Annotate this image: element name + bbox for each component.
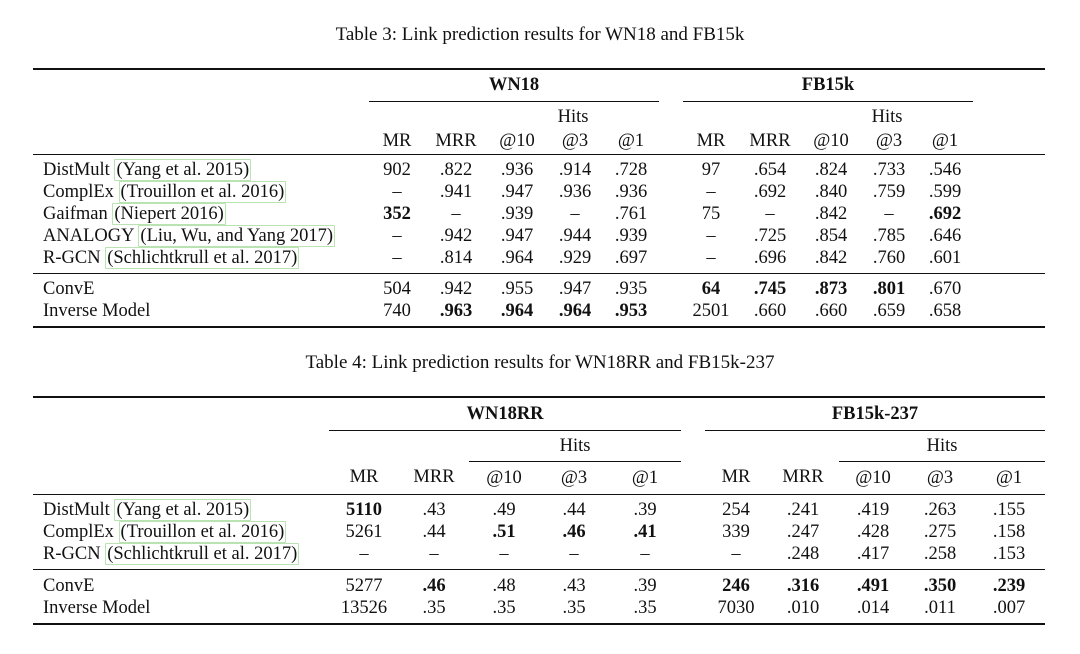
citation-link[interactable]: (Schlichtkrull et al. 2017): [107, 247, 298, 268]
cell: .35: [633, 597, 657, 618]
table4-caption: Table 4: Link prediction results for WN18RR and FB15k-237: [305, 352, 775, 373]
cell: .239: [973, 570, 1045, 598]
cell: .153: [992, 543, 1026, 564]
cell: –: [392, 225, 402, 246]
cell: .942: [425, 274, 487, 301]
cell: .601: [928, 247, 962, 268]
cell: 339: [722, 521, 750, 542]
model-name: ConvE: [43, 278, 95, 299]
column-header-mrr: MRR: [767, 462, 839, 495]
column-header-mr: MR: [369, 128, 425, 155]
cell: .546: [928, 159, 962, 180]
cell: –: [392, 247, 402, 268]
column-header-mr: MR: [683, 128, 739, 155]
column-header-hits1: @1: [917, 128, 973, 155]
table-row: [33, 225, 1045, 247]
group-header-wn18: WN18: [369, 69, 659, 102]
hits-header: Hits: [839, 431, 1045, 462]
cell: .428: [856, 521, 890, 542]
model-name: Inverse Model: [43, 300, 151, 321]
cell: .599: [928, 181, 962, 202]
cell: .854: [814, 225, 848, 246]
cell: .46: [399, 570, 469, 598]
cell: .350: [907, 570, 973, 598]
cell: .263: [923, 499, 957, 520]
cell: .814: [439, 247, 473, 268]
cell: .155: [992, 499, 1026, 520]
cell: –: [569, 543, 579, 564]
cell: 5277: [329, 570, 399, 598]
cell: 740: [383, 300, 411, 321]
cell: .939: [500, 203, 534, 224]
cell: .955: [487, 274, 547, 301]
cell: –: [640, 543, 650, 564]
cell: .158: [992, 521, 1026, 542]
cell: .43: [422, 499, 446, 520]
citation-link[interactable]: (Niepert 2016): [114, 203, 224, 224]
cell: 254: [722, 499, 750, 520]
cell: .43: [539, 570, 609, 598]
cell: –: [570, 203, 580, 224]
column-header-mrr: MRR: [425, 128, 487, 155]
cell: .275: [923, 521, 957, 542]
cell: 246: [705, 570, 767, 598]
table-row: [33, 181, 1045, 203]
cell: .39: [609, 570, 681, 598]
cell: .944: [558, 225, 592, 246]
cell: .947: [547, 274, 603, 301]
cell: .947: [500, 181, 534, 202]
cell: .014: [856, 597, 890, 618]
table3: [33, 68, 1045, 328]
cell: .725: [753, 225, 787, 246]
cell: .733: [872, 159, 906, 180]
cell: .44: [422, 521, 446, 542]
cell: –: [731, 543, 741, 564]
citation-link[interactable]: (Yang et al. 2015): [116, 159, 250, 180]
model-name: DistMult: [43, 499, 110, 520]
cell: .964: [558, 300, 592, 321]
column-header-hits10: @10: [469, 462, 539, 495]
table-row: [33, 521, 1045, 543]
cell: .963: [439, 300, 473, 321]
cell: .39: [633, 499, 657, 520]
cell: –: [765, 203, 775, 224]
cell: .842: [814, 203, 848, 224]
column-header-hits3: @3: [861, 128, 917, 155]
cell: .010: [786, 597, 820, 618]
column-header-hits1: @1: [603, 128, 659, 155]
cell: .822: [439, 159, 473, 180]
cell: .953: [614, 300, 648, 321]
cell: .316: [767, 570, 839, 598]
cell: .660: [753, 300, 787, 321]
cell: –: [499, 543, 509, 564]
column-header-mr: MR: [705, 462, 767, 495]
model-name: ComplEx: [43, 521, 114, 542]
cell: .840: [814, 181, 848, 202]
table4: [33, 396, 1045, 625]
column-header-hits10: @10: [801, 128, 861, 155]
group-header-wn18rr: WN18RR: [329, 397, 681, 431]
cell: –: [392, 181, 402, 202]
cell: .35: [422, 597, 446, 618]
cell: .785: [872, 225, 906, 246]
cell: .46: [562, 521, 586, 542]
column-header-hits3: @3: [907, 462, 973, 495]
cell: .248: [786, 543, 820, 564]
cell: .939: [614, 225, 648, 246]
cell: .258: [923, 543, 957, 564]
hits-header: Hits: [469, 431, 681, 462]
table-row: [33, 570, 1045, 598]
cell: .697: [614, 247, 648, 268]
cell: .947: [500, 225, 534, 246]
table-row: [33, 495, 1045, 522]
cell: .491: [839, 570, 907, 598]
table-row: [33, 274, 1045, 301]
cell: .241: [786, 499, 820, 520]
citation-link[interactable]: (Trouillon et al. 2016): [120, 521, 285, 542]
column-header-hits10: @10: [487, 128, 547, 155]
model-name: DistMult: [43, 159, 110, 180]
cell: .48: [469, 570, 539, 598]
cell: .964: [500, 300, 534, 321]
cell: .964: [500, 247, 534, 268]
cell: .801: [861, 274, 917, 301]
cell: .942: [439, 225, 473, 246]
table-row: [33, 247, 1045, 274]
model-name: ComplEx: [43, 181, 114, 202]
group-header-fb15k: FB15k: [683, 69, 973, 102]
column-header-hits1: @1: [973, 462, 1045, 495]
cell: .692: [928, 203, 962, 224]
cell: .842: [814, 247, 848, 268]
hits-header: Hits: [871, 107, 903, 127]
cell: 7030: [717, 597, 755, 618]
cell: .670: [917, 274, 973, 301]
table-row: [33, 203, 1045, 225]
cell: .692: [753, 181, 787, 202]
cell: 504: [369, 274, 425, 301]
model-name: ConvE: [43, 575, 95, 596]
cell: .759: [872, 181, 906, 202]
cell: .728: [614, 159, 648, 180]
citation-link[interactable]: (Schlichtkrull et al. 2017): [107, 543, 298, 564]
cell: 64: [683, 274, 739, 301]
column-header-mrr: MRR: [739, 128, 801, 155]
column-header-mrr: MRR: [399, 462, 469, 495]
cell: .247: [786, 521, 820, 542]
cell: .49: [492, 499, 516, 520]
model-name: Gaifman: [43, 203, 108, 224]
cell: 13526: [340, 597, 388, 618]
table-row: [33, 300, 1045, 327]
cell: 902: [383, 159, 411, 180]
cell: .660: [814, 300, 848, 321]
cell: .914: [558, 159, 592, 180]
cell: .936: [558, 181, 592, 202]
citation-link[interactable]: (Yang et al. 2015): [116, 499, 250, 520]
cell: .658: [928, 300, 962, 321]
cell: .35: [562, 597, 586, 618]
cell: .44: [562, 499, 586, 520]
cell: .654: [753, 159, 787, 180]
cell: –: [884, 203, 894, 224]
column-header-hits3: @3: [547, 128, 603, 155]
cell: .941: [439, 181, 473, 202]
cell: –: [706, 181, 716, 202]
cell: 97: [701, 159, 721, 180]
cell: .935: [603, 274, 659, 301]
cell: .659: [872, 300, 906, 321]
cell: .824: [814, 159, 848, 180]
cell: 75: [701, 203, 721, 224]
column-header-hits1: @1: [609, 462, 681, 495]
cell: –: [451, 203, 461, 224]
cell: .419: [856, 499, 890, 520]
model-name: R-GCN: [43, 543, 101, 564]
column-header-mr: MR: [329, 462, 399, 495]
model-name: R-GCN: [43, 247, 101, 268]
cell: .007: [992, 597, 1026, 618]
cell: 2501: [692, 300, 730, 321]
citation-link[interactable]: (Trouillon et al. 2016): [120, 181, 285, 202]
cell: .936: [500, 159, 534, 180]
cell: .936: [614, 181, 648, 202]
cell: –: [706, 247, 716, 268]
cell: .696: [753, 247, 787, 268]
cell: .760: [872, 247, 906, 268]
column-header-hits3: @3: [539, 462, 609, 495]
cell: .929: [558, 247, 592, 268]
cell: .41: [633, 521, 657, 542]
cell: –: [359, 543, 369, 564]
cell: .011: [924, 597, 956, 618]
column-header-hits10: @10: [839, 462, 907, 495]
cell: –: [706, 225, 716, 246]
group-header-fb15k-237: FB15k-237: [705, 397, 1045, 431]
model-name: Inverse Model: [43, 597, 151, 618]
cell: 5261: [345, 521, 383, 542]
cell: .761: [614, 203, 648, 224]
table-row: [33, 155, 1045, 182]
cell: .417: [856, 543, 890, 564]
hits-header: Hits: [557, 107, 589, 127]
cell: 5110: [346, 499, 382, 520]
citation-link[interactable]: (Liu, Wu, and Yang 2017): [140, 225, 334, 246]
cell: .873: [801, 274, 861, 301]
cell: .646: [928, 225, 962, 246]
table-row: [33, 597, 1045, 624]
table3-caption: Table 3: Link prediction results for WN18 and FB15k: [335, 24, 745, 45]
cell: .51: [492, 521, 516, 542]
cell: –: [429, 543, 439, 564]
table-row: [33, 543, 1045, 570]
model-name: ANALOGY: [43, 225, 134, 246]
cell: .35: [492, 597, 516, 618]
cell: 352: [383, 203, 411, 224]
cell: .745: [739, 274, 801, 301]
